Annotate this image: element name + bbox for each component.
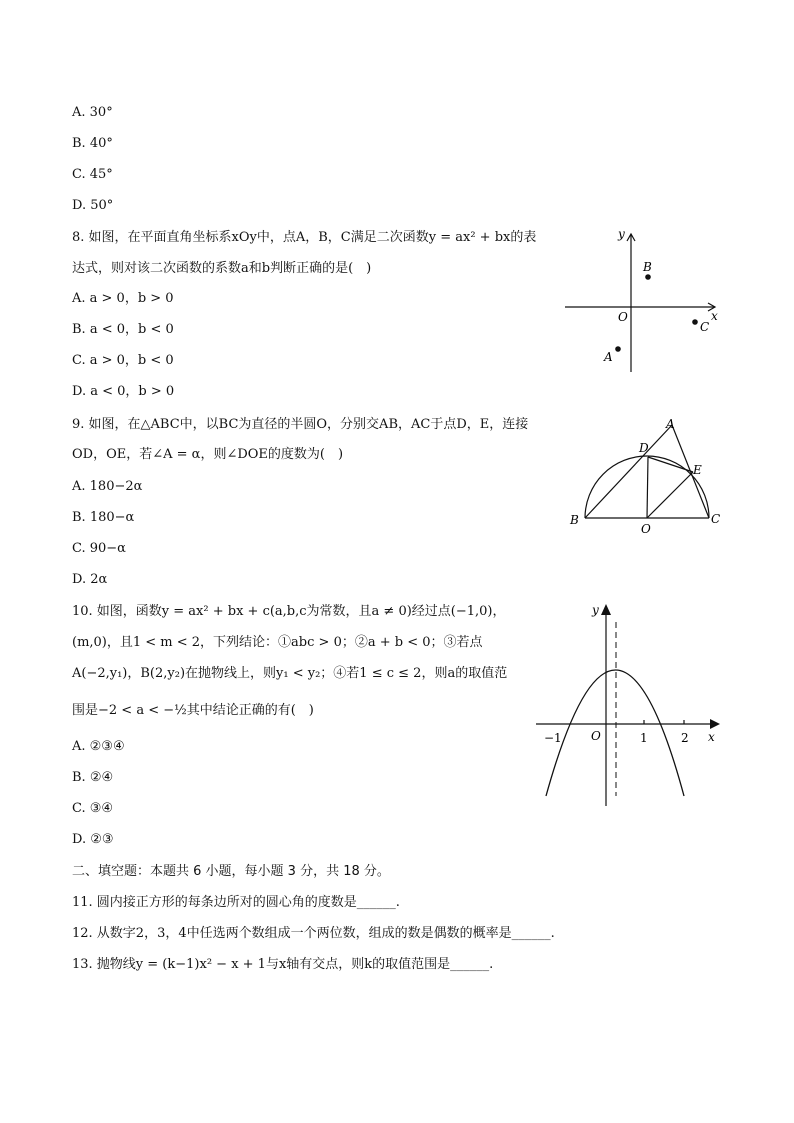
q9-label-d: D [639,441,649,455]
q8-point-c [692,319,698,325]
q8-origin-label: O [618,310,628,324]
q8-point-c-label: C [700,320,710,334]
q9-label-e: E [693,463,702,477]
q8-x-label: x [711,309,718,323]
q9-option-b: B. 180−α [72,510,135,525]
q8-point-b-label: B [643,260,652,274]
q10-option-d: D. ②③ [72,832,114,847]
q10-parabola [546,670,684,796]
q8-point-b [645,274,651,280]
q9-option-c: C. 90−α [72,541,126,556]
q10-stem-line-4: 围是−2 < a < −½其中结论正确的有( ) [72,703,314,718]
q9-stem-line-1: 9. 如图，在△ABC中，以BC为直径的半圆O，分别交AB，AC于点D，E，连接 [72,417,529,432]
q8-point-a-label: A [604,350,613,364]
q9-option-a: A. 180−2α [72,479,143,494]
q10-option-a: A. ②③④ [72,739,125,754]
q8-stem-line-1: 8. 如图，在平面直角坐标系xOy中，点A，B，C满足二次函数y = ax² + bx的表 [72,230,537,245]
q10-y-arrow [601,604,611,615]
q10-x-label: x [708,730,715,744]
q9-segment-oe [647,472,693,518]
q10-tick-label-1: 1 [640,731,648,745]
q10-option-c: C. ③④ [72,801,114,816]
q9-label-a: A [666,417,675,431]
q7-option-a: A. 30° [72,105,113,120]
q9-label-o: O [641,522,651,536]
q8-option-d: D. a < 0，b > 0 [72,384,175,399]
q8-option-c: C. a > 0，b < 0 [72,353,174,368]
q9-semicircle-figure [565,412,730,538]
q10-y-label: y [592,603,599,617]
q7-option-d: D. 50° [72,198,114,213]
section-2-heading: 二、填空题：本题共 6 小题，每小题 3 分，共 18 分。 [72,864,390,879]
q8-option-a: A. a > 0，b > 0 [72,291,174,306]
q10-tick-label-2: 2 [681,731,689,745]
q10-x-arrow [710,719,720,729]
q10-stem-line-2: (m,0)，且1 < m < 2，下列结论：①abc > 0；②a + b < 0；③若点 [72,635,483,650]
q9-option-d: D. 2α [72,572,108,587]
q8-point-a [615,346,621,352]
q10-stem-line-3: A(−2,y₁)，B(2,y₂)在抛物线上，则y₁ < y₂；④若1 ≤ c ≤ 2，则a的取值范 [72,666,508,681]
q10-origin-label: O [591,729,601,743]
q9-label-b: B [570,513,579,527]
q9-label-c: C [711,512,721,526]
q8-coordinate-figure [560,222,730,380]
q9-side-ab [585,425,672,518]
q8-option-b: B. a < 0，b < 0 [72,322,174,337]
q7-option-b: B. 40° [72,136,113,151]
q10-parabola-figure [532,598,732,810]
q8-stem-line-2: 达式，则对该二次函数的系数a和b判断正确的是( ) [72,261,372,276]
q7-option-c: C. 45° [72,167,113,182]
q10-option-b: B. ②④ [72,770,114,785]
q8-y-label: y [618,227,625,241]
q11-text: 11. 圆内接正方形的每条边所对的圆心角的度数是______. [72,895,400,910]
q10-stem-line-1: 10. 如图，函数y = ax² + bx + c(a,b,c为常数，且a ≠ 0)经过点(−1,0)， [72,604,506,619]
q9-segment-od [647,457,648,518]
q13-text: 13. 抛物线y = (k−1)x² − x + 1与x轴有交点，则k的取值范围是______. [72,957,494,972]
q10-tick-label-neg1: −1 [544,731,562,745]
q12-text: 12. 从数字2，3，4中任选两个数组成一个两位数，组成的数是偶数的概率是______. [72,926,555,941]
q9-stem-line-2: OD，OE，若∠A = α，则∠DOE的度数为( ) [72,447,344,462]
